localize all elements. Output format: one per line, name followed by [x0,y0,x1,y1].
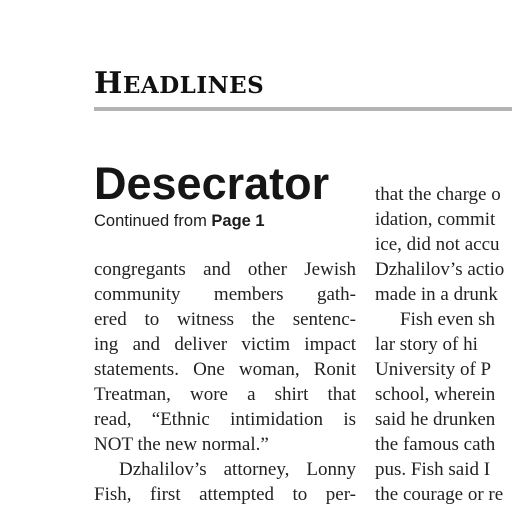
continued-page-link[interactable]: Page 1 [211,212,265,230]
column-line: made in a drunk [375,284,498,305]
column-line: ing and deliver victim impact [94,334,356,355]
section-heading-initial: H [94,66,123,101]
article-column-1 [94,257,356,507]
column-line: University of P [375,359,492,380]
column-line: the famous cath [375,434,496,455]
continued-prefix: Continued from [94,212,212,230]
section-heading [94,66,264,104]
column-line: Treatman, wore a shirt that [94,384,356,405]
continued-from-note [94,210,265,232]
article-headline: Desecrator [94,158,330,209]
column-line: pus. Fish said I [375,459,491,480]
column-line: community members gath- [94,284,356,305]
column-line: that the charge o [375,184,501,205]
column-line: read, “Ethnic intimidation is [94,409,356,430]
column-line: lar story of hi [375,334,478,355]
column-line: congregants and other Jewish [94,259,356,280]
column-line: Fish even sh [400,309,495,330]
article-column-2 [375,182,512,507]
column-line: the courage or re [375,484,504,505]
column-line: statements. One woman, Ronit [94,359,356,380]
column-line: school, wherein [375,384,496,405]
column-line: idation, commit [375,209,496,230]
column-line: Fish, first attempted to per- [94,484,356,505]
column-line: said he drunken [375,409,496,430]
column-line: Dzhalilov’s actio [375,259,505,280]
section-heading-rest: EADLINES [122,72,265,99]
section-divider [94,107,512,111]
column-line: NOT the new normal.” [94,434,269,455]
column-line: ice, did not accu [375,234,500,255]
column-line: Dzhalilov’s attorney, Lonny [119,459,356,480]
column-line: ered to witness the sentenc- [94,309,356,330]
